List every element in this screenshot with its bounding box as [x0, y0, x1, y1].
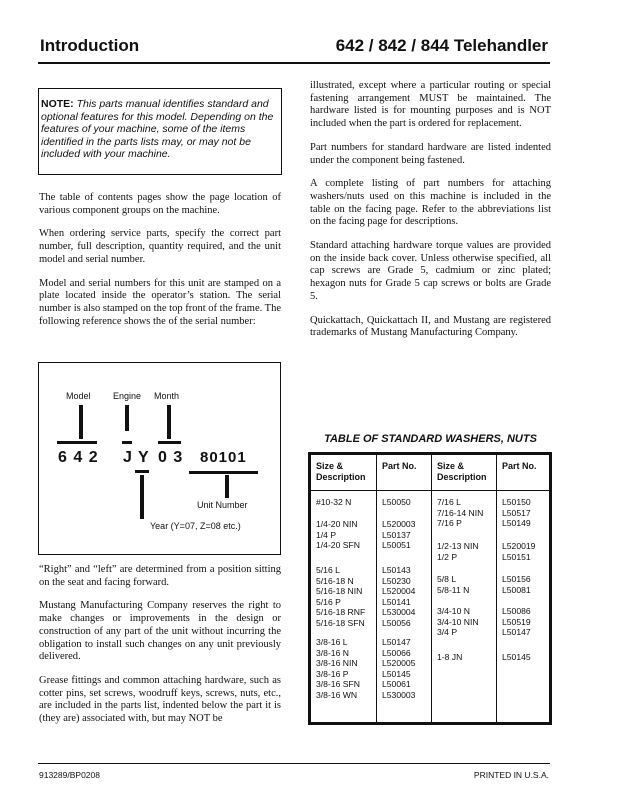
unit-number-label: Unit Number [197, 500, 248, 510]
table-cell-size-left: 5/16-18 N [316, 575, 354, 586]
table-cell-part-right: L50519 [502, 616, 531, 627]
paragraph: Standard attaching hardware torque values are provided on the inside back cover. Unless otherwise specified, all cap screws are Grade 5, cadmium or zinc plated; hexagon nuts for Grade 5 cap screws or bolts are Grade 5. [310, 240, 551, 302]
model-label: Model [66, 391, 91, 401]
table-cell-size-right: 1-8 JN [437, 652, 463, 662]
table-cell-part-right: L50150 [502, 497, 531, 507]
table-cell-size-right: 3/4-10 NIN [437, 616, 479, 627]
table-cell-size-left: 3/8-16 NIN [316, 658, 358, 669]
table-cell-size-left: 3/8-16 P [316, 668, 349, 679]
paragraph: Part numbers for standard hardware are listed indented under the component being fastened. [310, 141, 551, 166]
table-cell-size-right: 7/16-14 NIN [437, 507, 484, 518]
header-part-left: Part No. [382, 461, 417, 471]
table-cell-part-left: L50230 [382, 575, 411, 586]
note-text: This parts manual identifies standard and optional features for this model. Depending on the features of your machine, some of the items identified in the parts lists may, or may not be included with your machine. [41, 98, 274, 161]
table-cell-part-right: L50149 [502, 518, 531, 529]
table-cell-size-left: 1/4-20 SFN [316, 540, 360, 551]
year-arrow [140, 475, 144, 519]
table-cell-part-left: L50051 [382, 540, 411, 551]
paragraph: When ordering service parts, specify the correct part number, full description, quantity required, and the unit model and serial number. [39, 228, 281, 265]
table-cell-size-left: 1/4 P [316, 529, 337, 540]
table-cell-size-left: 5/16 P [316, 596, 341, 607]
table-cell-size-right: 5/8-11 N [437, 584, 470, 595]
header-size-left: Size & Description [316, 461, 366, 482]
left-column-upper [39, 192, 281, 339]
paragraph: illustrated, except where a particular routing or special fastening arrangement MUST be maintained. The hardware listed is for mounting purposes and is NOT included when the part is ordered for replacement. [310, 80, 551, 130]
year-label: Year (Y=07, Z=08 etc.) [150, 521, 241, 531]
table-cell-size-left: 5/16-18 RNF [316, 607, 366, 618]
table-cell-size-left: 3/8-16 L [316, 637, 348, 647]
unit-underline [189, 471, 258, 474]
table-cell-size-left: 5/16-18 SFN [316, 618, 365, 628]
table-cell-part-left: L50066 [382, 647, 411, 658]
paragraph: A complete listing of part numbers for attaching washers/nuts used on this machine is included in the table on the facing page. Refer to the abbreviations list on the facing page for descriptions. [310, 178, 551, 228]
washers-nuts-table [308, 452, 552, 725]
table-cell-part-left: L50050 [382, 497, 411, 507]
table-cell-part-right: L50145 [502, 652, 531, 662]
table-cell-part-right: L50086 [502, 606, 531, 616]
model-title: 642 / 842 / 844 Telehandler [335, 36, 548, 55]
model-code: 6 4 2 [58, 449, 99, 466]
month-label: Month [154, 391, 180, 401]
table-cell-size-right: 1/2-13 NIN [437, 541, 479, 551]
table-cell-part-left: L50147 [382, 637, 411, 647]
unit-code: 80101 [200, 449, 247, 466]
table-cell-part-left: L520005 [382, 658, 416, 669]
unit-arrow [225, 475, 229, 498]
note-box [38, 88, 282, 175]
paragraph: Mustang Manufacturing Company reserves the right to make changes or improvements in the design or construction of any part of the unit without incurring the obligation to install such changes on any unit previously delivered. [39, 600, 281, 663]
footer-rule [38, 763, 550, 764]
header-part-right: Part No. [502, 461, 537, 471]
table-cell-size-left: #10-32 N [316, 497, 352, 507]
table-cell-part-left: L520004 [382, 586, 416, 597]
table-cell-size-right: 5/8 L [437, 574, 457, 584]
table-cell-part-left: L520003 [382, 519, 416, 529]
table-cell-part-right: L50081 [502, 584, 531, 595]
table-cell-part-right: L50151 [502, 551, 531, 562]
table-cell-part-left: L50061 [382, 679, 411, 690]
table-cell-size-right: 3/4 P [437, 627, 458, 638]
model-underline [57, 441, 97, 444]
paragraph: Model and serial numbers for this unit are stamped on a plate located inside the operator’s station. The serial number is also stamped on the top front of the frame. The following reference shows the of the serial number: [39, 277, 281, 327]
paragraph: “Right” and “left” are determined from a position sitting on the seat and facing forward. [39, 564, 281, 588]
left-column-lower [39, 564, 281, 737]
table-cell-part-right: L50156 [502, 574, 531, 584]
table-cell-size-left: 5/16 L [316, 565, 340, 575]
engine-underline [122, 441, 132, 444]
table-cell-part-left: L50137 [382, 529, 411, 540]
header-rule [38, 62, 550, 64]
table-cell-size-left: 1/4-20 NIN [316, 519, 358, 529]
month-arrow [167, 405, 171, 439]
engine-code: J [123, 449, 133, 466]
month-underline [158, 441, 181, 444]
column-divider [431, 455, 432, 722]
page-title: Introduction [40, 36, 140, 55]
serial-number-diagram [38, 362, 281, 555]
right-column [310, 80, 551, 351]
paragraph: Quickattach, Quickattach II, and Mustang are registered trademarks of Mustang Manufacturing Company. [310, 314, 551, 339]
table-cell-size-right: 3/4-10 N [437, 606, 470, 616]
table-cell-part-left: L50143 [382, 565, 411, 575]
table-cell-size-right: 7/16 L [437, 497, 461, 507]
doc-number: 913289/BP0208 [39, 770, 100, 780]
paragraph: Grease fittings and common attaching hardware, such as cotter pins, set screws, woodruff keys, screws, nuts, etc., are included in the parts list, indented below the part it is (they are) associated with, but may NOT be [39, 674, 281, 725]
table-cell-part-right: L50517 [502, 507, 531, 518]
table-cell-part-right: L520019 [502, 541, 536, 551]
paragraph: The table of contents pages show the page location of various component groups on the machine. [39, 192, 281, 216]
header-divider [311, 490, 549, 491]
engine-arrow [125, 405, 129, 431]
table-cell-size-left: 3/8-16 N [316, 647, 349, 658]
table-cell-size-left: 3/8-16 WN [316, 690, 358, 700]
table-cell-part-left: L530004 [382, 607, 416, 618]
model-arrow [79, 405, 83, 439]
table-cell-part-left: L50056 [382, 618, 411, 628]
table-cell-size-right: 7/16 P [437, 518, 462, 529]
year-code: Y [138, 449, 150, 466]
table-cell-part-left: L50141 [382, 596, 411, 607]
table-cell-part-right: L50147 [502, 627, 531, 638]
engine-label: Engine [113, 391, 142, 401]
month-code: 0 3 [158, 449, 184, 466]
table-cell-size-left: 5/16-18 NIN [316, 586, 363, 597]
column-divider [496, 455, 497, 722]
table-cell-size-left: 3/8-16 SFN [316, 679, 360, 690]
year-underline [135, 470, 149, 473]
table-cell-size-right: 1/2 P [437, 551, 458, 562]
printed-note: PRINTED IN U.S.A. [473, 770, 549, 780]
header-size-right: Size & Description [437, 461, 487, 482]
note-label: NOTE: [41, 98, 74, 110]
table-title: TABLE OF STANDARD WASHERS, NUTS [324, 433, 537, 445]
table-cell-part-left: L50145 [382, 668, 411, 679]
table-cell-part-left: L530003 [382, 690, 416, 700]
column-divider [376, 455, 377, 722]
